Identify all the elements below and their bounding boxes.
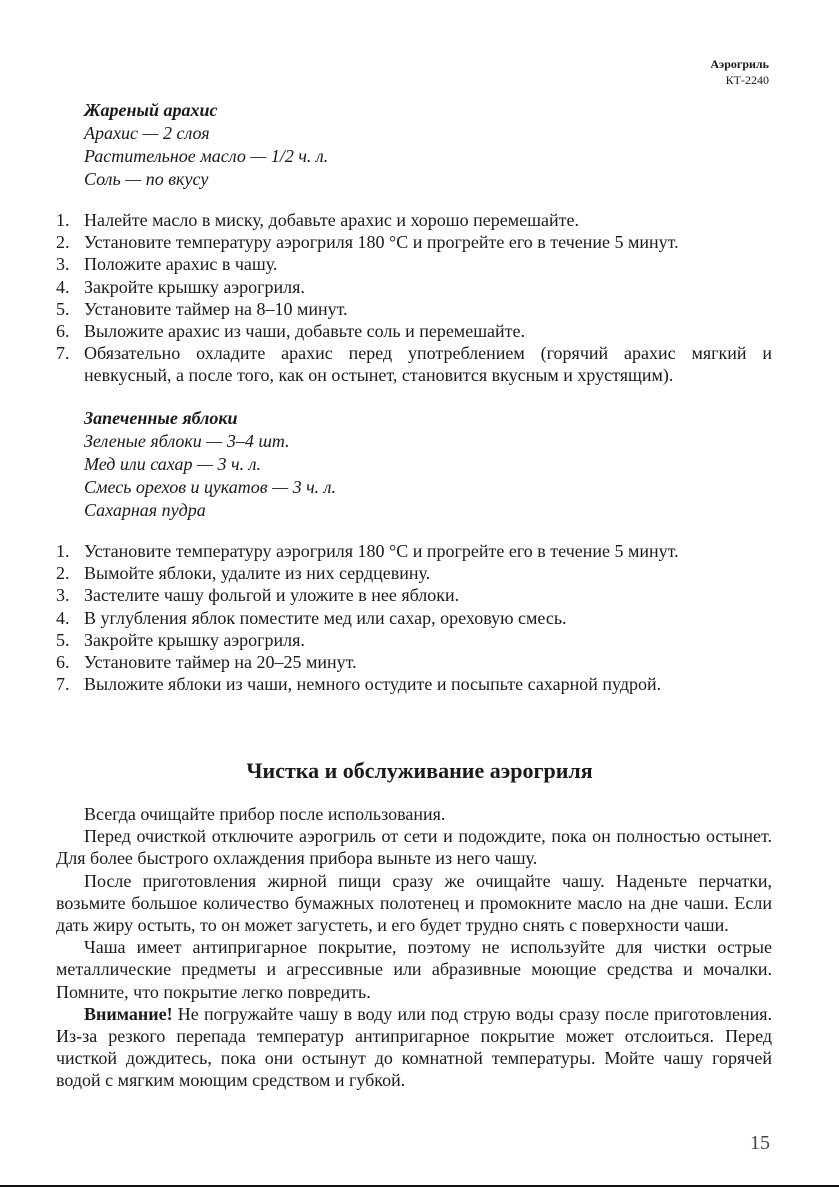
step-text: Выложите яблоки из чаши, немного остудите и посыпьте сахарной пудрой. (84, 674, 662, 695)
list-item (56, 276, 772, 298)
paragraph: После приготовления жирной пищи сразу же очищайте чашу. Наденьте перчатки, возьмите большое количество бумажных полотенец и промокните масло на дне чаши. Если дать жиру остыть, то он может загустеть, и его будет трудно снять с поверхности чаши. (56, 870, 772, 936)
paragraph: Чаша имеет антипригарное покрытие, поэтому не используйте для чистки острые металлические предметы и агрессивные или абразивные моющие средства и мочалки. Помните, что покрытие легко повредить. (56, 937, 772, 1002)
recipe-apples-steps (56, 540, 772, 695)
step-text: Застелите чашу фольгой и уложите в нее яблоки. (84, 585, 460, 606)
ingredient: Растительное масло — 1/2 ч. л. (84, 146, 329, 166)
step-text: Обязательно охладите арахис перед употреблением (горячий арахис мягкий и невкусный, а после того, как он остынет, становится вкусным и хрустящим). (84, 343, 772, 386)
step-number: 6. (56, 652, 70, 673)
ingredient: Смесь орехов и цукатов — 3 ч. л. (84, 477, 337, 497)
step-text: Закройте крышку аэрогриля. (84, 629, 305, 650)
step-number: 2. (56, 232, 70, 253)
step-number: 4. (56, 276, 70, 297)
list-item (56, 673, 772, 695)
warning-text: Не погружайте чашу в воду или под струю воды сразу после приготовления. Из-за резкого перепада температур антипригарное покрытие может отслоиться. Перед чисткой дождитесь, пока они остынут до комнатной температуры. Мойте чашу горячей водой с мягким моющим средством и губкой. (56, 1003, 772, 1091)
step-number: 7. (56, 343, 70, 364)
page-header (710, 56, 769, 88)
ingredient: Соль — по вкусу (84, 169, 209, 189)
recipe-title: Жареный арахис (84, 100, 218, 120)
ingredient: Мед или сахар — 3 ч. л. (84, 454, 261, 474)
cleaning-text (56, 803, 772, 1092)
list-item (56, 231, 772, 253)
list-item (56, 253, 772, 275)
step-number: 3. (56, 254, 70, 275)
step-text: Выложите арахис из чаши, добавьте соль и перемешайте. (84, 321, 526, 342)
paragraph: Перед очисткой отключите аэрогриль от сети и подождите, пока он полностью остынет. Для более быстрого охлаждения прибора выньте из него чашу. (56, 826, 772, 869)
warning-label: Внимание! (84, 1003, 173, 1024)
step-number: 2. (56, 563, 70, 584)
step-text: Вымойте яблоки, удалите из них сердцевину. (84, 563, 431, 584)
header-brand: Аэрогриль (710, 57, 769, 71)
recipe-peanuts-ingredients (84, 99, 774, 191)
step-text: Установите температуру аэрогриля 180 °С и прогрейте его в течение 5 минут. (84, 541, 679, 561)
step-text: Налейте масло в миску, добавьте арахис и хорошо перемешайте. (84, 210, 579, 230)
header-model: КТ-2240 (725, 73, 769, 87)
ingredient: Сахарная пудра (84, 500, 206, 520)
list-item (56, 607, 772, 629)
list-item (56, 540, 772, 562)
step-number: 4. (56, 607, 70, 628)
step-text: Установите таймер на 20–25 минут. (84, 652, 357, 673)
list-item (56, 651, 772, 673)
list-item (56, 209, 772, 231)
step-number: 5. (56, 298, 70, 319)
step-number: 7. (56, 674, 70, 695)
step-text: Установите таймер на 8–10 минут. (84, 298, 348, 319)
list-item (56, 342, 772, 386)
step-number: 5. (56, 629, 70, 650)
step-number: 3. (56, 585, 70, 606)
list-item (56, 320, 772, 342)
recipe-title: Запеченные яблоки (84, 408, 238, 428)
list-item (56, 562, 772, 584)
step-text: Положите арахис в чашу. (84, 254, 278, 275)
warning-paragraph (56, 1003, 772, 1092)
step-number: 1. (56, 541, 70, 561)
step-text: Закройте крышку аэрогриля. (84, 276, 305, 297)
list-item (56, 298, 772, 320)
step-text: Установите температуру аэрогриля 180 °С и прогрейте его в течение 5 минут. (84, 232, 679, 253)
paragraph: Всегда очищайте прибор после использования. (84, 804, 446, 824)
step-text: В углубления яблок поместите мед или сахар, ореховую смесь. (84, 607, 567, 628)
section-title: Чистка и обслуживание аэрогриля (246, 758, 593, 783)
list-item (56, 629, 772, 651)
list-item (56, 584, 772, 606)
page-number: 15 (750, 1132, 770, 1154)
step-number: 1. (56, 210, 70, 230)
recipe-apples-ingredients (84, 407, 774, 522)
recipe-peanuts-steps (56, 209, 772, 387)
bottom-divider (0, 1185, 839, 1187)
ingredient: Зеленые яблоки — 3–4 шт. (84, 431, 290, 451)
ingredient: Арахис — 2 слоя (84, 123, 210, 143)
step-number: 6. (56, 321, 70, 342)
